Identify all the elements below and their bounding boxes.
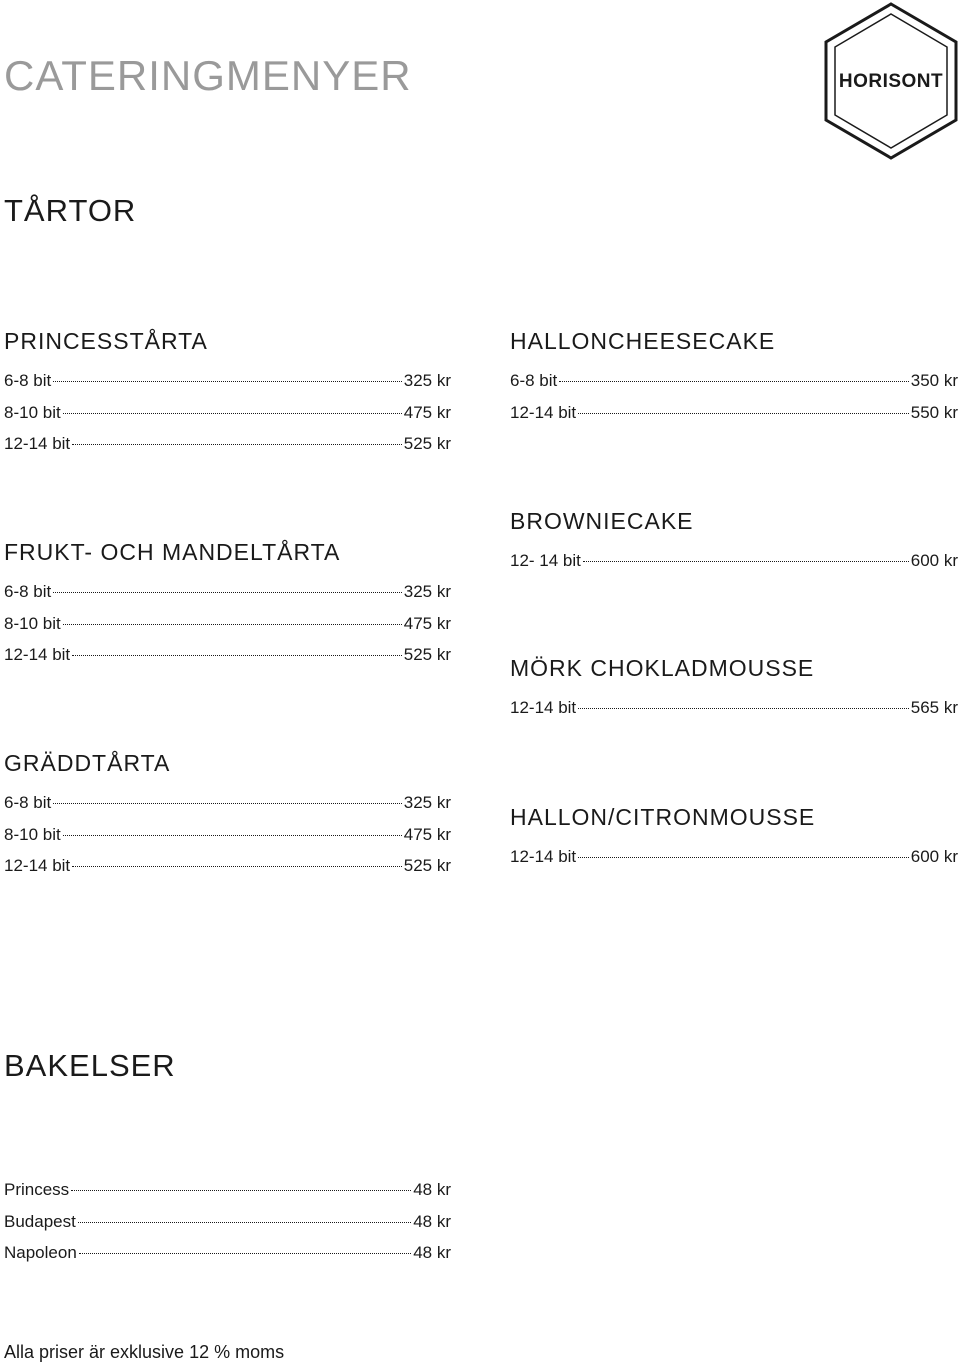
price-list [510,551,958,583]
item-title: FRUKT- OCH MANDELTÅRTA [4,539,341,565]
cake-item-browniecake [510,508,958,583]
price-row [4,793,451,825]
price-value: 325 kr [403,793,451,812]
size-label: 12-14 bit [4,434,71,453]
cake-item-graddtarta [4,750,451,888]
price-list [4,582,451,677]
vat-note: Alla priser är exklusive 12 % moms [4,1342,285,1362]
price-row [510,403,958,435]
logo-text: HORISONT [838,71,944,92]
size-label: 12-14 bit [510,698,577,717]
pastry-row [4,1243,451,1275]
pastry-row [4,1212,451,1244]
price-row [510,551,958,583]
size-label: 12-14 bit [510,402,577,422]
item-title: BROWNIECAKE [510,508,694,534]
price-row [510,698,958,730]
dot-leader [578,857,909,858]
price-value: 350 kr [910,371,958,390]
dot-leader [53,803,402,804]
price-row [4,403,451,435]
price-row [4,856,451,888]
dot-leader [53,381,402,382]
size-label: 8-10 bit [4,402,61,422]
size-label: 12-14 bit [510,847,577,866]
price-value: 475 kr [403,824,451,844]
dot-leader [72,444,402,445]
price-value: 600 kr [910,551,958,570]
price-value: 550 kr [910,402,958,422]
dot-leader [559,381,909,382]
price-row [4,434,451,466]
price-value: 525 kr [403,856,451,875]
size-label: 6-8 bit [510,371,558,390]
price-list [510,847,958,879]
dot-leader [78,1222,411,1223]
section-title-tartor: TÅRTOR [4,193,137,228]
dot-leader [63,624,402,625]
price-row [510,371,958,403]
size-label: 6-8 bit [4,793,52,812]
size-label: 8-10 bit [4,613,61,633]
item-title: PRINCESSTÅRTA [4,328,208,354]
price-value: 525 kr [403,434,451,453]
price-row [4,371,451,403]
price-value: 48 kr [413,1211,451,1231]
section-title-bakelser: BAKELSER [4,1048,176,1083]
size-label: 8-10 bit [4,824,61,844]
price-row [4,582,451,614]
item-title: HALLON/CITRONMOUSSE [510,804,816,830]
pastry-name: Budapest [4,1211,76,1231]
price-value: 525 kr [403,645,451,664]
price-value: 48 kr [413,1243,451,1262]
pastry-list [4,1180,451,1275]
cake-item-halloncheesecake [510,328,958,434]
size-label: 6-8 bit [4,582,52,601]
price-value: 48 kr [413,1180,451,1199]
price-list [4,793,451,888]
dot-leader [79,1253,411,1254]
item-title: MÖRK CHOKLADMOUSSE [510,655,815,681]
page-title: CATERINGMENYER [4,52,412,99]
cake-item-princesstarta [4,328,451,466]
size-label: 12-14 bit [4,645,71,664]
dot-leader [63,835,402,836]
price-row [4,825,451,857]
item-title: GRÄDDTÅRTA [4,750,171,776]
price-value: 325 kr [403,371,451,390]
pastry-name: Napoleon [4,1243,77,1262]
cake-item-frukt-och-mandeltarta [4,539,451,677]
dot-leader [53,592,402,593]
cake-item-mork-chokladmousse [510,655,958,730]
price-value: 475 kr [403,402,451,422]
price-row [510,847,958,879]
dot-leader [72,866,402,867]
price-list [510,371,958,434]
price-row [4,614,451,646]
item-title: HALLONCHEESECAKE [510,328,776,354]
size-label: 12- 14 bit [510,551,581,570]
horisont-logo [822,2,960,160]
dot-leader [578,413,909,414]
size-label: 6-8 bit [4,371,52,390]
price-row [4,645,451,677]
pastry-name: Princess [4,1180,70,1199]
size-label: 12-14 bit [4,856,71,875]
price-value: 475 kr [403,613,451,633]
price-value: 325 kr [403,582,451,601]
dot-leader [63,413,402,414]
dot-leader [71,1190,411,1191]
dot-leader [72,655,402,656]
dot-leader [578,708,909,709]
price-list [510,698,958,730]
pastry-row [4,1180,451,1212]
cake-item-hallon-citronmousse [510,804,958,879]
price-list [4,371,451,466]
price-value: 565 kr [910,698,958,717]
price-value: 600 kr [910,847,958,866]
hexagon-logo-icon [822,2,960,160]
dot-leader [583,561,909,562]
